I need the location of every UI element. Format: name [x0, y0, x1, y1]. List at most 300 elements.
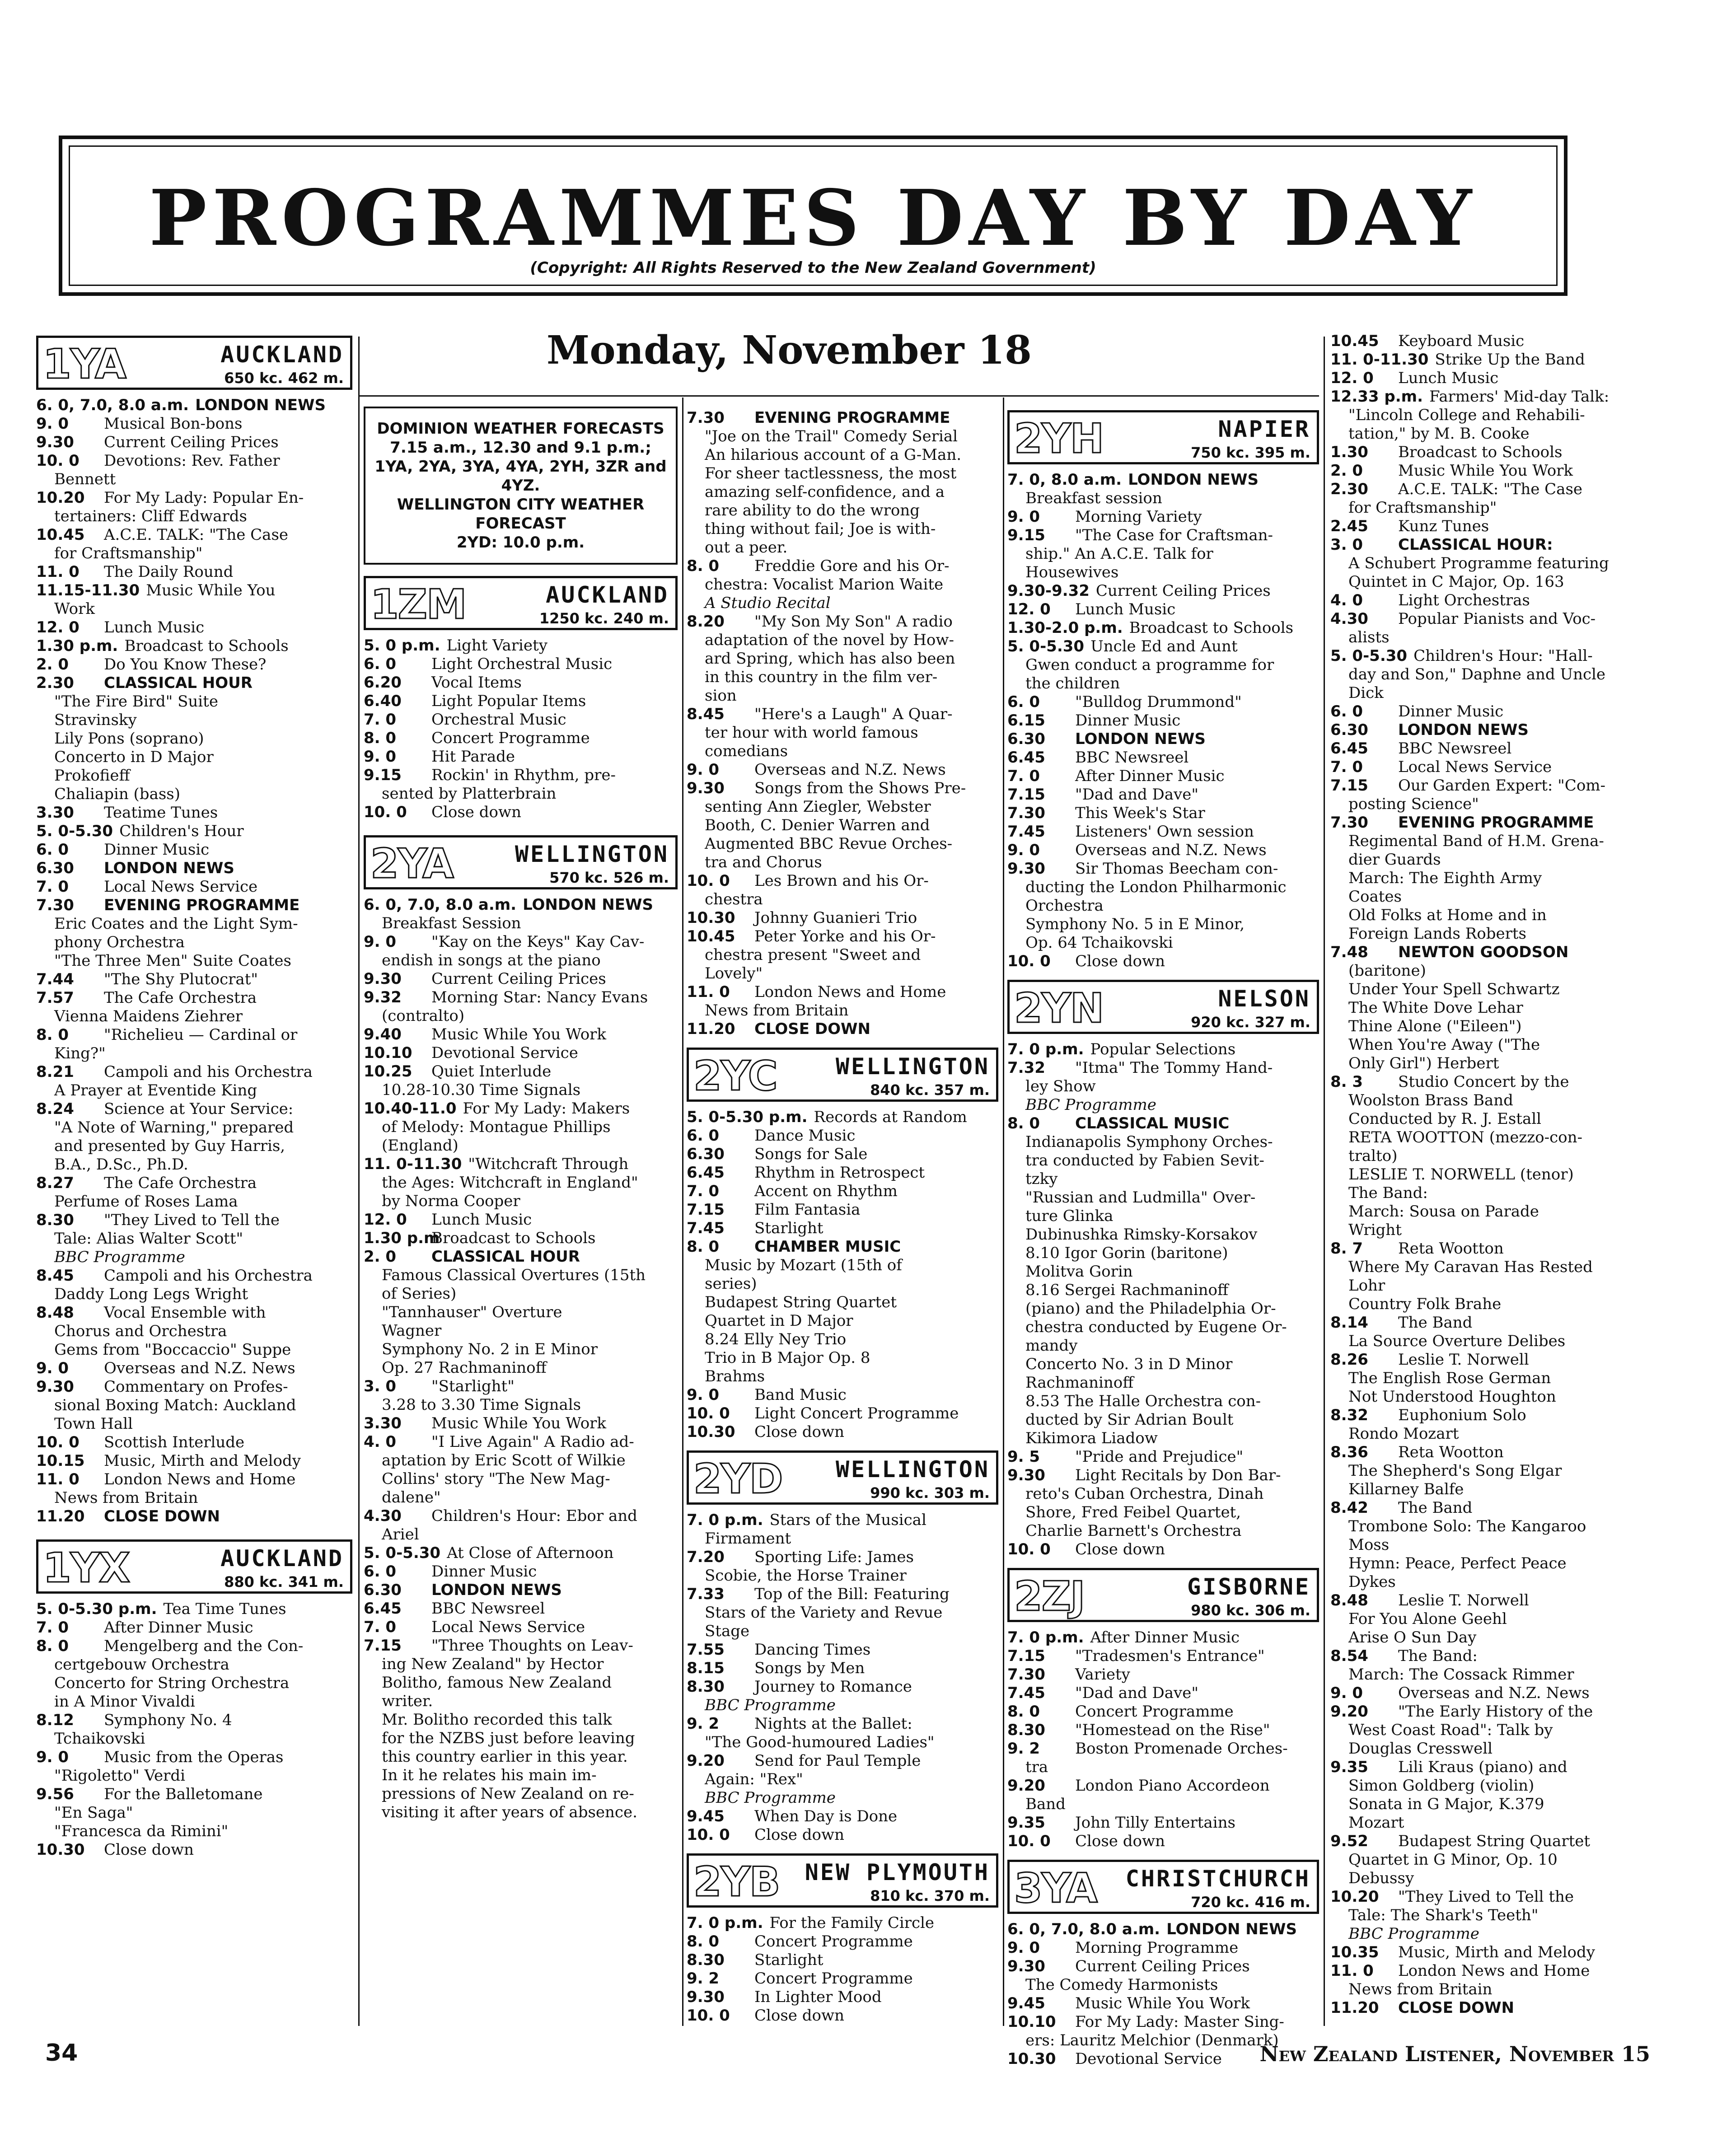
programme-text: Mr. Bolitho recorded this talk: [382, 1711, 612, 1729]
programme-line: [1330, 1851, 1651, 1869]
programme-line: [1330, 758, 1651, 776]
programme-line: [36, 674, 352, 692]
programme-text: Housewives: [1025, 563, 1119, 581]
programme-text: The Band:: [1398, 1647, 1478, 1665]
programme-text: 10.28-10.30 Time Signals: [382, 1081, 581, 1099]
programme-time: 7.45: [1007, 1684, 1045, 1702]
programme-text: EVENING PROGRAMME: [754, 409, 950, 427]
programme-text: chestra present "Sweet and: [705, 946, 921, 964]
programme-text: this country earlier in this year.: [382, 1748, 628, 1766]
programme-line: [1007, 545, 1319, 563]
programme-text: Popular Selections: [1090, 1040, 1236, 1058]
programme-line: [364, 970, 678, 988]
programme-text: Music While You Work: [431, 1414, 607, 1432]
programme-line: [687, 1511, 998, 1530]
programme-line: [1007, 1485, 1319, 1503]
programme-time: 10.20: [1330, 1888, 1379, 1906]
programme-line: [36, 1378, 352, 1396]
programme-text: amazing self-confidence, and a: [705, 483, 945, 501]
programme-text: Arise O Sun Day: [1348, 1628, 1477, 1647]
programme-text: Molitva Gorin: [1025, 1263, 1133, 1281]
programme-text: Country Folk Brahe: [1348, 1295, 1502, 1313]
programme-text: BBC Programme: [54, 1248, 185, 1266]
station-frequency: 920 kc. 327 m.: [1191, 1014, 1310, 1031]
programme-line: [1330, 1499, 1651, 1517]
programme-line: [1330, 1980, 1651, 1999]
programme-line: [1007, 841, 1319, 860]
programme-line: [687, 1914, 998, 1932]
programme-time: 8. 0: [364, 729, 397, 747]
programme-line: [364, 1785, 678, 1803]
programme-time: 7. 0: [36, 1618, 69, 1637]
programme-time: 8.48: [36, 1304, 74, 1322]
programme-line: [687, 1604, 998, 1622]
programme-line: [1330, 906, 1651, 925]
programme-time: 6.30: [36, 859, 74, 877]
programme-text: Reta Wootton: [1398, 1240, 1504, 1258]
weather-times: 7.15 a.m., 12.30 and 9.1 p.m.; 1YA, 2YA, 3YA, 4YA, 2YH, 3ZR and 4YZ.: [374, 439, 667, 495]
programme-line: [687, 1770, 998, 1789]
programme-text: tra and Chorus: [705, 853, 822, 871]
programme-text: Records at Random: [814, 1108, 967, 1126]
programme-text: Music While You Work: [431, 1025, 607, 1043]
programme-line: [364, 1062, 678, 1081]
programme-text: Lunch Music: [104, 618, 205, 636]
programme-time: 7.15: [1007, 1647, 1045, 1665]
station-header-3ya: [1007, 1860, 1319, 1914]
programme-time: 9. 0: [36, 1748, 69, 1766]
programme-line: [1007, 1832, 1319, 1851]
programme-line: [687, 1330, 998, 1349]
programme-line: [687, 1951, 998, 1969]
programme-line: [36, 1396, 352, 1415]
programme-text: Tea Time Tunes: [163, 1600, 286, 1618]
programme-text: Coates: [1348, 888, 1402, 906]
programme-text: Orchestral Music: [431, 711, 566, 729]
programme-line: [364, 674, 678, 692]
programme-text: dalene": [382, 1488, 441, 1506]
programme-text: Tale: The Shark's Teeth": [1348, 1906, 1539, 1924]
programme-line: [687, 409, 998, 427]
programme-text: Sporting Life: James: [754, 1548, 914, 1566]
programme-text: Overseas and N.Z. News: [104, 1359, 295, 1377]
programme-text: Stravinsky: [54, 711, 137, 729]
programme-line: [1007, 1226, 1319, 1244]
programme-line: [1330, 851, 1651, 869]
programme-line: [1330, 1332, 1651, 1351]
programme-time: 9. 0: [1007, 841, 1040, 859]
programme-text: Light Orchestral Music: [431, 655, 613, 673]
programme-line: [1330, 1165, 1651, 1184]
programme-text: Farmers' Mid-day Talk:: [1429, 388, 1610, 406]
programme-time: 6.20: [364, 674, 402, 692]
station-call: 2YA: [370, 840, 453, 888]
programme-line: [36, 1304, 352, 1322]
programme-time: 9. 5: [1007, 1448, 1040, 1466]
programme-text: Overseas and N.Z. News: [1398, 1684, 1590, 1702]
programme-text: Children's Hour: [119, 822, 244, 840]
programme-text: certgebouw Orchestra: [54, 1656, 229, 1674]
programme-line: [364, 1711, 678, 1729]
column-1: [36, 332, 352, 1859]
programme-text: Lunch Music: [431, 1211, 532, 1229]
programme-line: [1007, 1392, 1319, 1411]
programme-time: 8.45: [687, 705, 725, 723]
programme-time: 9.30: [687, 779, 725, 797]
programme-line: [364, 1637, 678, 1655]
station-call: 2YC: [693, 1052, 777, 1100]
programme-line: [1330, 517, 1651, 536]
programme-line: [687, 1256, 998, 1275]
programme-text: CLASSICAL HOUR: [431, 1248, 580, 1266]
programme-line: [1007, 1300, 1319, 1318]
programme-text: dier Guards: [1348, 851, 1441, 869]
programme-text: After Dinner Music: [1090, 1628, 1240, 1647]
programme-text: "Here's a Laugh" A Quar-: [754, 705, 953, 723]
programme-time: 7.45: [1007, 823, 1045, 841]
programme-line: [364, 1692, 678, 1711]
programme-time: 9.15: [1007, 526, 1045, 544]
programme-text: Light Orchestras: [1398, 591, 1530, 609]
programme-text: John Tilly Entertains: [1075, 1814, 1235, 1832]
programme-text: "Dad and Dave": [1075, 1684, 1198, 1702]
programme-text: Music, Mirth and Melody: [104, 1452, 301, 1470]
programme-line: [1330, 1480, 1651, 1499]
programme-text: The Comedy Harmonists: [1025, 1976, 1218, 1994]
programme-line: [687, 1367, 998, 1386]
programme-line: [1007, 1133, 1319, 1151]
programme-line: [687, 520, 998, 538]
programme-text: "Joe on the Trail" Comedy Serial: [705, 427, 958, 445]
programme-text: Scobie, the Horse Trainer: [705, 1567, 907, 1585]
programme-time: 11.20: [36, 1507, 85, 1525]
programme-text: Dinner Music: [1075, 711, 1181, 730]
programme-line: [1007, 1077, 1319, 1096]
programme-text: BBC Newsreel: [1398, 739, 1512, 758]
programme-line: [1007, 1647, 1319, 1665]
programme-line: [1007, 1522, 1319, 1540]
programme-time: 8. 0: [36, 1637, 69, 1655]
programme-line: [1330, 1999, 1651, 2017]
programme-text: Breakfast Session: [382, 914, 521, 932]
programme-line: [36, 1674, 352, 1693]
programme-text: Local News Service: [431, 1618, 585, 1636]
programme-line: [1007, 934, 1319, 952]
programme-line: [1330, 462, 1651, 480]
programme-list-3ya-continued: [1330, 332, 1651, 2017]
programme-text: "Starlight": [431, 1377, 515, 1395]
programme-line: [1330, 1517, 1651, 1536]
programme-line: [1330, 628, 1651, 647]
programme-time: 8.15: [687, 1659, 725, 1677]
programme-text: Devotions: Rev. Father: [104, 452, 280, 470]
programme-line: [1330, 351, 1651, 369]
programme-text: Dancing Times: [754, 1641, 871, 1659]
programme-text: visiting it after years of absence.: [382, 1803, 637, 1821]
programme-list-1yx: [36, 1600, 352, 1859]
programme-line: [1330, 1740, 1651, 1758]
programme-text: Booth, C. Denier Warren and: [705, 816, 930, 834]
programme-text: Concerto for String Orchestra: [54, 1674, 290, 1692]
programme-time: 9.40: [364, 1025, 402, 1043]
programme-line: [1007, 878, 1319, 897]
station-header-1ya: [36, 336, 352, 390]
programme-text: writer.: [382, 1692, 433, 1710]
programme-time: 5. 0-5.30: [364, 1544, 441, 1562]
programme-text: LONDON NEWS: [1128, 471, 1259, 489]
programme-line: [1007, 767, 1319, 786]
programme-line: [36, 952, 352, 970]
programme-line: [1007, 1281, 1319, 1300]
programme-text: Wright: [1348, 1221, 1402, 1239]
programme-line: [364, 1192, 678, 1211]
station-frequency: 810 kc. 370 m.: [870, 1887, 990, 1904]
programme-text: Tchaikovski: [54, 1730, 145, 1748]
programme-text: News from Britain: [1348, 1980, 1493, 1998]
column-divider: [1003, 398, 1004, 2026]
programme-time: 6. 0: [364, 1562, 397, 1581]
programme-time: 9. 0: [1007, 508, 1040, 526]
programme-text: Vienna Maidens Ziehrer: [54, 1007, 243, 1025]
programme-text: Lunch Music: [1398, 369, 1499, 387]
programme-text: Euphonium Solo: [1398, 1406, 1526, 1424]
programme-line: [687, 909, 998, 927]
programme-line: [36, 915, 352, 933]
station-header-2yh: [1007, 410, 1319, 464]
programme-text: of Melody: Montague Phillips: [382, 1118, 611, 1136]
programme-text: Science at Your Service:: [104, 1100, 294, 1118]
programme-line: [364, 1433, 678, 1451]
programme-text: Current Ceiling Prices: [104, 433, 279, 451]
programme-line: [36, 1081, 352, 1100]
programme-text: When You're Away ("The: [1348, 1036, 1540, 1054]
programme-line: [36, 1174, 352, 1193]
programme-text: Light Popular Items: [431, 692, 586, 710]
programme-line: [1007, 563, 1319, 582]
programme-line: [1330, 1758, 1651, 1777]
programme-list-2yc: [687, 1108, 998, 1441]
programme-line: [36, 637, 352, 655]
programme-text: ship." An A.C.E. Talk for: [1025, 545, 1213, 563]
programme-text: Hymn: Peace, Perfect Peace: [1348, 1554, 1567, 1572]
programme-text: Collins' story "The New Mag-: [382, 1470, 610, 1488]
programme-line: [36, 1341, 352, 1359]
programme-line: [687, 650, 998, 668]
programme-time: 6.15: [1007, 711, 1045, 730]
programme-text: Listeners' Own session: [1075, 823, 1254, 841]
programme-line: [1007, 1939, 1319, 1957]
programme-text: Current Ceiling Prices: [1075, 1957, 1250, 1975]
programme-line: [1330, 1073, 1651, 1091]
programme-line: [364, 1340, 678, 1359]
programme-line: [1007, 1703, 1319, 1721]
programme-line: [1007, 1318, 1319, 1337]
programme-line: [687, 1548, 998, 1567]
programme-line: [1330, 1147, 1651, 1165]
programme-text: Regimental Band of H.M. Grena-: [1348, 832, 1604, 850]
programme-line: [1007, 1540, 1319, 1559]
programme-line: [1330, 1128, 1651, 1147]
programme-text: EVENING PROGRAMME: [104, 896, 300, 914]
programme-line: [687, 501, 998, 520]
programme-line: [36, 1507, 352, 1526]
programme-text: Close down: [1075, 1832, 1165, 1850]
station-city: WELLINGTON: [515, 841, 669, 867]
programme-time: 9. 0: [36, 1359, 69, 1377]
programme-text: London News and Home: [104, 1470, 296, 1488]
programme-text: 8.53 The Halle Orchestra con-: [1025, 1392, 1261, 1410]
programme-text: of Series): [382, 1285, 457, 1303]
programme-time: 10.45: [1330, 332, 1379, 350]
programme-line: [1007, 897, 1319, 915]
programme-text: (contralto): [382, 1007, 465, 1025]
programme-line: [364, 1396, 678, 1414]
programme-text: CLOSE DOWN: [104, 1507, 220, 1525]
programme-line: [687, 1969, 998, 1988]
programme-text: The Daily Round: [104, 563, 234, 581]
programme-text: tation," by M. B. Cooke: [1348, 425, 1530, 443]
programme-time: 9.35: [1007, 1814, 1045, 1832]
programme-time: 11. 0: [1330, 1962, 1374, 1980]
programme-line: [687, 835, 998, 853]
programme-time: 10.30: [1007, 2050, 1056, 2068]
programme-time: 8.30: [687, 1678, 725, 1696]
programme-text: Breakfast session: [1025, 489, 1162, 507]
programme-time: 10. 0: [687, 872, 730, 890]
programme-text: Strike Up the Band: [1435, 351, 1585, 369]
programme-text: March: The Cossack Rimmer: [1348, 1665, 1574, 1684]
programme-line: [36, 581, 352, 600]
programme-line: [364, 655, 678, 674]
programme-text: Music While You Work: [1075, 1994, 1250, 2012]
programme-line: [1330, 1221, 1651, 1240]
station-header-2yc: [687, 1048, 998, 1102]
programme-line: [364, 1600, 678, 1618]
programme-text: Journey to Romance: [754, 1678, 912, 1696]
programme-line: [36, 452, 352, 470]
programme-line: [1007, 1665, 1319, 1684]
programme-time: 3.30: [36, 804, 74, 822]
programme-time: 3. 0: [364, 1377, 397, 1395]
programme-text: An hilarious account of a G-Man.: [705, 446, 962, 464]
programme-line: [36, 563, 352, 581]
programme-time: 7.15: [364, 1637, 402, 1655]
programme-line: [687, 668, 998, 687]
programme-line: [1007, 600, 1319, 619]
programme-list-2yn: [1007, 1040, 1319, 1559]
programme-time: 10. 0: [1007, 952, 1051, 970]
programme-line: [1007, 1721, 1319, 1740]
programme-line: [364, 1081, 678, 1099]
programme-line: [687, 1733, 998, 1752]
programme-line: [1330, 925, 1651, 943]
programme-text: Top of the Bill: Featuring: [754, 1585, 950, 1603]
programme-line: [687, 1715, 998, 1733]
programme-line: [1330, 888, 1651, 906]
programme-text: mandy: [1025, 1337, 1078, 1355]
programme-line: [36, 470, 352, 489]
programme-line: [364, 1118, 678, 1137]
station-city: CHRISTCHURCH: [1125, 1866, 1310, 1892]
programme-line: [687, 1826, 998, 1844]
station-call: 2YH: [1014, 415, 1104, 463]
programme-text: BBC Programme: [705, 1696, 836, 1714]
programme-line: [1330, 647, 1651, 665]
programme-line: [687, 2007, 998, 2025]
programme-time: 5. 0-5.30 p.m.: [36, 1600, 157, 1618]
programme-text: Lily Pons (soprano): [54, 730, 204, 748]
station-city: WELLINGTON: [835, 1456, 990, 1483]
programme-text: Starlight: [754, 1219, 824, 1237]
programme-text: Rhythm in Retrospect: [754, 1164, 925, 1182]
programme-time: 4.30: [1330, 610, 1368, 628]
programme-line: [1330, 1703, 1651, 1721]
programme-line: [1330, 573, 1651, 591]
programme-text: Simon Goldberg (violin): [1348, 1777, 1535, 1795]
programme-text: For My Lady: Popular En-: [104, 489, 304, 507]
programme-line: [364, 1007, 678, 1025]
programme-time: 2.45: [1330, 517, 1368, 535]
programme-text: News from Britain: [54, 1489, 198, 1507]
station-frequency: 880 kc. 341 m.: [224, 1573, 344, 1590]
programme-text: BBC Programme: [1025, 1096, 1156, 1114]
programme-line: [687, 1293, 998, 1312]
programme-time: 6.45: [364, 1600, 402, 1618]
programme-line: [364, 1674, 678, 1692]
programme-text: Old Folks at Home and in: [1348, 906, 1547, 924]
programme-text: Dinner Music: [104, 841, 210, 859]
programme-line: [36, 1267, 352, 1285]
programme-text: Light Recitals by Don Bar-: [1075, 1466, 1281, 1484]
programme-line: [36, 1137, 352, 1155]
programme-line: [36, 692, 352, 711]
programme-text: Again: "Rex": [705, 1770, 803, 1788]
programme-time: 5. 0 p.m.: [364, 636, 440, 655]
programme-time: 7.20: [687, 1548, 725, 1566]
programme-time: 8.26: [1330, 1351, 1368, 1369]
programme-text: EVENING PROGRAMME: [1398, 814, 1594, 832]
programme-line: [1007, 1059, 1319, 1077]
programme-text: Concert Programme: [754, 1932, 913, 1951]
programme-line: [687, 613, 998, 631]
programme-text: Campoli and his Orchestra: [104, 1267, 313, 1285]
programme-text: RETA WOOTTON (mezzo-con-: [1348, 1128, 1583, 1146]
programme-line: [36, 1748, 352, 1767]
programme-line: [36, 1841, 352, 1859]
programme-text: Trombone Solo: The Kangaroo: [1348, 1517, 1586, 1535]
programme-text: Budapest String Quartet: [1398, 1832, 1591, 1850]
programme-line: [1330, 1202, 1651, 1221]
programme-line: [1007, 1355, 1319, 1374]
programme-text: for Craftsmanship": [54, 544, 203, 562]
programme-text: At Close of Afternoon: [447, 1544, 614, 1562]
programme-text: Musical Bon-bons: [104, 415, 243, 433]
programme-line: [687, 1182, 998, 1201]
programme-line: [364, 1099, 678, 1118]
programme-time: 7.57: [36, 989, 74, 1007]
programme-text: A.C.E. TALK: "The Case: [104, 526, 289, 544]
programme-time: 8. 0: [1007, 1114, 1040, 1132]
programme-line: [1330, 1110, 1651, 1128]
programme-text: Concerto No. 3 in D Minor: [1025, 1355, 1233, 1373]
programme-line: [364, 1525, 678, 1544]
programme-text: Brahms: [705, 1367, 765, 1385]
programme-line: [36, 804, 352, 822]
programme-text: "They Lived to Tell the: [1398, 1888, 1574, 1906]
programme-line: [1007, 1795, 1319, 1814]
programme-text: Symphony No. 5 in E Minor,: [1025, 915, 1245, 933]
programme-line: [1330, 536, 1651, 554]
